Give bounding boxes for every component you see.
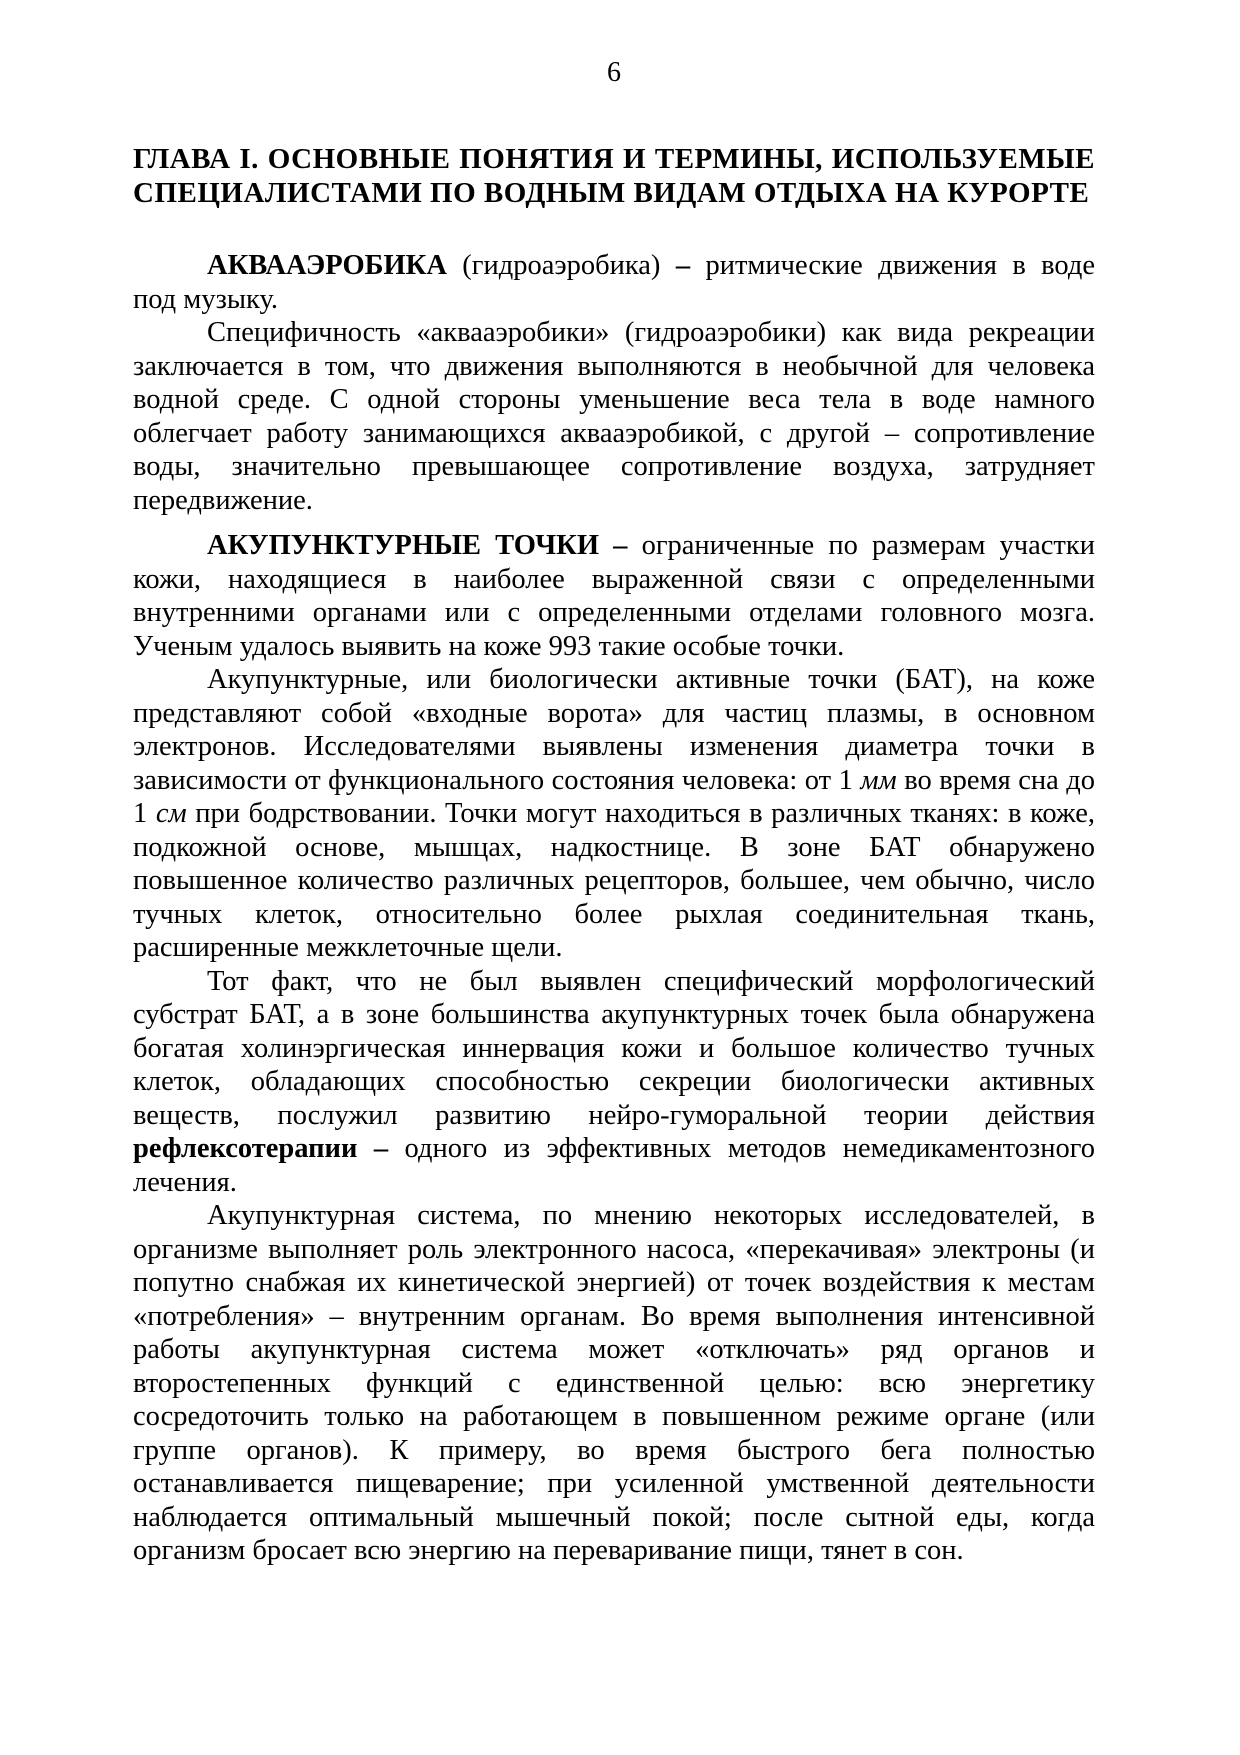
text-run: ритмические движения в воде под музыку. <box>133 250 1096 315</box>
body-text <box>133 249 1095 1568</box>
bold-term: – <box>675 250 691 281</box>
text-run: (гидроаэробика) <box>446 250 676 281</box>
chapter-heading: ГЛАВА I. ОСНОВНЫЕ ПОНЯТИЯ И ТЕРМИНЫ, ИСПОЛЬЗУЕМЫЕ СПЕЦИАЛИСТАМИ ПО ВОДНЫМ ВИДАМ ОТДЫХА НА КУРОРТЕ <box>133 143 1095 209</box>
page-number: 6 <box>607 57 621 88</box>
paragraph <box>133 965 1095 1200</box>
paragraph <box>133 663 1095 965</box>
text-column <box>133 0 1095 1568</box>
text-run: ограниченные по размерам участки кожи, находящиеся в наиболее выраженной связи с определенными внутренними органами или с определенными отделами головного мозга. Ученым удалось выявить на коже 993 такие особые точки. <box>133 530 1095 662</box>
text-run: Акупунктурные, или биологически активные точки (БАТ), на коже представляют собой «входные ворота» для частиц плазмы, в основном электронов. Исследователями выявлены изменения диаметра точки в зависимости от функционального состояния человека: от 1 <box>133 664 1095 796</box>
paragraph <box>133 1199 1095 1568</box>
paragraph <box>133 316 1095 517</box>
bold-term: рефлексотерапии – <box>133 1133 389 1164</box>
italic-term: см <box>155 798 187 829</box>
text-run: при бодрствовании. Точки могут находиться в различных тканях: в коже, подкожной основе, мышцах, надкостнице. В зоне БАТ обнаружено повышенное количество различных рецепторов, большее, чем обычно, число тучных клеток, относительно более рыхлая соединительная ткань, расширенные межклеточные щели. <box>133 798 1095 963</box>
text-run: Акупунктурная система, по мнению некоторых исследователей, в организме выполняет роль электронного насоса, «перекачивая» электроны (и попутно снабжая их кинетической энергией) от точек воздействия к местам «потребления» – внутренним органам. Во время выполнения интенсивной работы акупунктурная система может «отключать» ряд органов и второстепенных функций с единственной целью: всю энергетику сосредоточить только на работающем в повышенном режиме органе (или группе органов). К примеру, во время быстрого бега полностью останавливается пищеварение; при усиленной умственной деятельности наблюдается оптимальный мышечный покой; после сытной еды, когда организм бросает всю энергию на переваривание пищи, тянет в сон. <box>133 1200 1095 1566</box>
text-run: Специфичность «аквааэробики» (гидроаэробики) как вида рекреации заключается в том, что движения выполняются в необычной для человека водной среде. С одной стороны уменьшение веса тела в воде намного облегчает работу занимающихся аквааэробикой, с другой – сопротивление воды, значительно превышающее сопротивление воздуха, затрудняет передвижение. <box>133 317 1095 516</box>
text-run: Тот факт, что не был выявлен специфический морфологический субстрат БАТ, а в зоне большинства акупунктурных точек была обнаружена богатая холинэргическая иннервация кожи и большое количество тучных клеток, обладающих способностью секреции биологически активных веществ, послужил развитию нейро-гуморальной теории действия <box>133 965 1095 1131</box>
italic-term: мм <box>860 764 897 796</box>
bold-term: АКВААЭРОБИКА <box>207 250 447 281</box>
text-run: во время сна до 1 <box>133 764 1095 829</box>
bold-term: АКУПУНКТУРНЫЕ ТОЧКИ – <box>207 530 628 561</box>
paragraph <box>133 529 1095 663</box>
paragraph <box>133 249 1095 316</box>
text-run: одного из эффективных методов немедикаментозного лечения. <box>133 1133 1095 1198</box>
